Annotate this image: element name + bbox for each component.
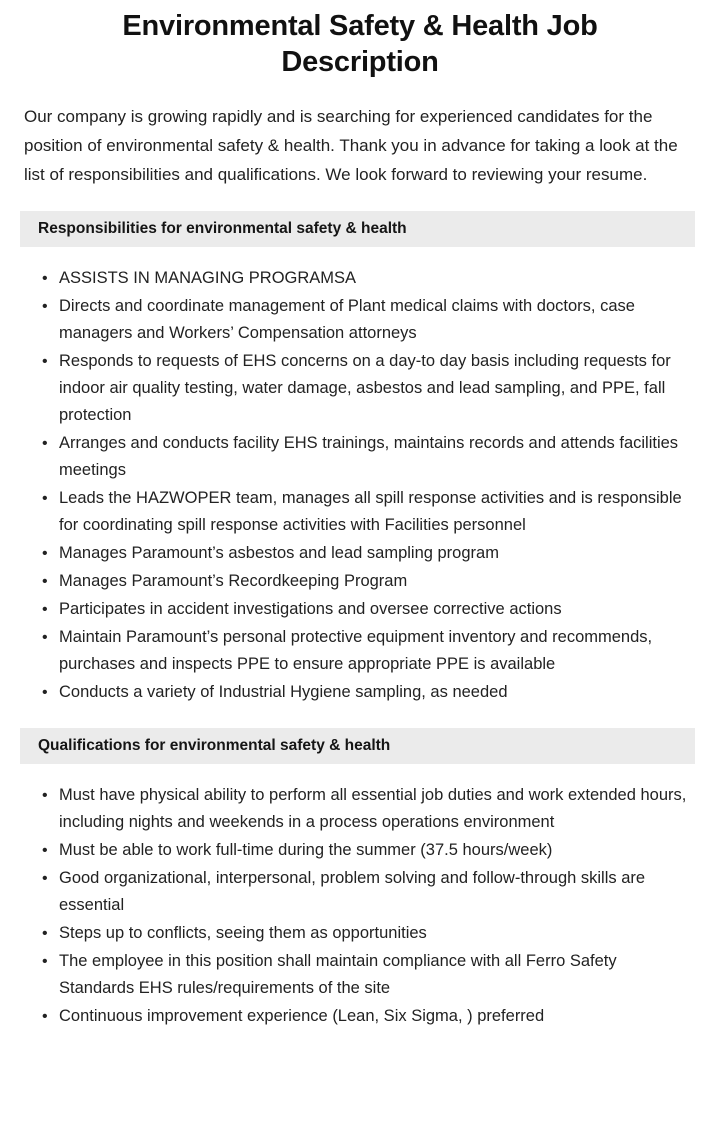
list-item: • Arranges and conducts facility EHS trainings, maintains records and attends facilities meetings — [25, 430, 695, 484]
job-description-page — [0, 8, 720, 1030]
list-item: • Good organizational, interpersonal, problem solving and follow-through skills are essential — [25, 865, 695, 919]
list-item: • ASSISTS IN MANAGING PROGRAMSA — [25, 265, 695, 292]
list-item: • Must have physical ability to perform all essential job duties and work extended hours, including nights and weekends in a process operations environment — [25, 782, 695, 836]
list-item: • The employee in this position shall maintain compliance with all Ferro Safety Standards EHS rules/requirements of the site — [25, 948, 695, 1002]
responsibilities-list — [25, 265, 695, 706]
list-item: • Conducts a variety of Industrial Hygiene sampling, as needed — [25, 679, 695, 706]
list-item: • Maintain Paramount’s personal protective equipment inventory and recommends, purchases and inspects PPE to ensure appropriate PPE is available — [25, 624, 695, 678]
list-item: • Steps up to conflicts, seeing them as opportunities — [25, 920, 695, 947]
list-item: • Responds to requests of EHS concerns on a day-to day basis including requests for indoor air quality testing, water damage, asbestos and lead sampling, and PPE, fall protection — [25, 348, 695, 429]
list-item: • Continuous improvement experience (Lean, Six Sigma, ) preferred — [25, 1003, 695, 1030]
page-title: Environmental Safety & Health Job Description — [122, 10, 598, 78]
list-item: • Leads the HAZWOPER team, manages all spill response activities and is responsible for coordinating spill response activities with Facilities personnel — [25, 485, 695, 539]
list-item: • Participates in accident investigations and oversee corrective actions — [25, 596, 695, 623]
list-item: • Directs and coordinate management of Plant medical claims with doctors, case managers and Workers’ Compensation attorneys — [25, 293, 695, 347]
intro-paragraph: Our company is growing rapidly and is searching for experienced candidates for the position of environmental safety & health. Thank you in advance for taking a look at the list of responsibilities and qualifications. We look forward to reviewing your resume. — [24, 107, 678, 184]
list-item: • Manages Paramount’s Recordkeeping Program — [25, 568, 695, 595]
section-responsibilities — [0, 211, 720, 706]
list-item: • Manages Paramount’s asbestos and lead sampling program — [25, 540, 695, 567]
section-qualifications — [0, 728, 720, 1030]
section-header-responsibilities: Responsibilities for environmental safety & health — [20, 211, 695, 247]
qualifications-list — [25, 782, 695, 1030]
list-item: • Must be able to work full-time during the summer (37.5 hours/week) — [25, 837, 695, 864]
section-header-qualifications: Qualifications for environmental safety & health — [20, 728, 695, 764]
